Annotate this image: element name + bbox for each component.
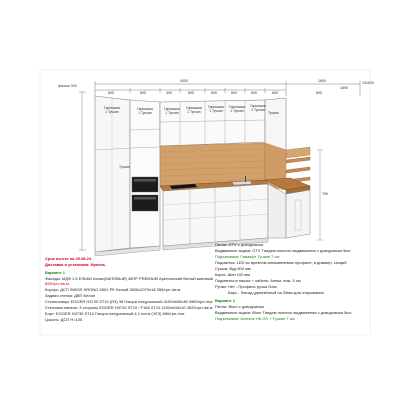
segment-dimension: 800 xyxy=(188,91,194,95)
segment-dimension: 600 xyxy=(251,91,257,95)
top-right-dimension: 1800 xyxy=(318,79,326,83)
right-b-line: Подъемники: Aventos HK-XS + Тучкан 7 шт. xyxy=(215,316,296,321)
variant-a-line: Столешница: EGGER H3730 ST10 (R3) 38 Гикори натуральный 4100x600x38 4960/грн./пог. xyxy=(45,299,214,304)
variant-a-line: Фасады: МДФ 1,5 ЕЛЬКИ Аспис(МАТОВЫЙ) 45ПР PREMIUM Арктический Белый матовый xyxy=(45,276,213,281)
top-total-dimension: 4000 xyxy=(180,79,188,83)
variant-a-line: Корпус: ДСП SWISS KRONO К501 PE Белый 2800x2070x18 355/грн./кв.м xyxy=(45,287,181,292)
cabinet-label: Гармошка 1 Тучкан xyxy=(208,105,224,113)
right-a-line: Подъемники: Гамакфт Тучкан 7 шт. xyxy=(215,254,281,259)
cabinet-label: Гармошка 1 Тучкан xyxy=(250,104,266,112)
segment-dimension: 600 xyxy=(211,91,217,95)
segment-dimension: 800 xyxy=(140,91,146,95)
variant-a-line: Борт: EGGER H3730 ST10 Гикори натуральный 4,1 пог.м (ЭГЗ) 680/грн./пог. xyxy=(45,311,185,316)
right-a-line: Сушка: Вуд 600 мм xyxy=(215,266,251,271)
base-cabinets xyxy=(163,184,310,250)
cabinet-label: Тучкан xyxy=(268,111,279,115)
right-a-line: Выдвижные ящики: GTV Тандем полного выдвижения с доводчиком 5шт. xyxy=(215,248,352,253)
left-dimension-line xyxy=(79,92,86,250)
top-right-sub-dimension: 1890 xyxy=(340,86,348,90)
cabinet-label: Гармошка 1 Тучкан xyxy=(186,106,202,114)
segment-dimension: 400 xyxy=(166,91,172,95)
right-a-line: Подсветка в нишах + кабель: Алюм. ниж. 5 см xyxy=(215,278,301,283)
backsplash xyxy=(160,143,265,186)
variant-b-title: Вариант 2 xyxy=(215,298,235,303)
right-a-line: Петли: GTV с доводчиком xyxy=(215,242,264,247)
right-a-line: Барс - Фасад удлинённый на 20мм для открывания xyxy=(228,290,324,295)
segment-dimension: 800 xyxy=(272,91,278,95)
cabinet-label: Гармошка 1 Тучкан xyxy=(104,106,120,114)
right-a-line: Карго: Шип 100 мм xyxy=(215,272,251,277)
variant-a-line: 855/грн./кв.м xyxy=(45,281,69,286)
left-height-dimension: фальш 300 xyxy=(58,84,77,88)
right-b-line: Выдвижные ящики: Blum Тандем полного выдвижения с доводчиком 5шт. xyxy=(215,310,353,315)
cabinet-label: Гармошка 1 Тучкан xyxy=(164,107,180,115)
page-number: 131890 xyxy=(362,81,374,85)
cabinet-label: Гармошка 1 Тучкан xyxy=(137,107,153,115)
side-total-dimension: 750 xyxy=(322,192,328,196)
variant-a-line: Задняя стенка: ДВП Белое xyxy=(45,293,96,298)
segment-dimension: 600 xyxy=(108,91,114,95)
variant-a-line: Цоколь: ДСП H=100 xyxy=(45,317,83,322)
term-value: Срок изгото на 25.08.24 xyxy=(45,256,92,261)
segment-dimension: 600 xyxy=(231,91,237,95)
variant-a-line: Стеновая панель: 3 стороны EGGER H3730 ST10 / F166 ST10 4100x640x10 4520/грн./кв.м xyxy=(45,305,213,310)
right-b-line: Петли: Blum с доводчиком xyxy=(215,304,265,309)
delivery-note: Доставка и установка: Ирпень xyxy=(45,262,106,267)
right-a-line: Подсветка: LED во врезном алюминиевом профиле, в диммер. секций xyxy=(215,260,347,265)
cabinet-label: Гармошка 1 Тучкан xyxy=(229,105,245,113)
cabinet-label: Тучкан xyxy=(119,165,130,169)
right-a-line: Ручки: Нет - Профиль ручка Gola xyxy=(215,284,277,289)
tall-column xyxy=(95,96,160,256)
segment-dimension: 800 xyxy=(316,91,322,95)
variant-a-title: Вариант 1 xyxy=(45,270,65,275)
